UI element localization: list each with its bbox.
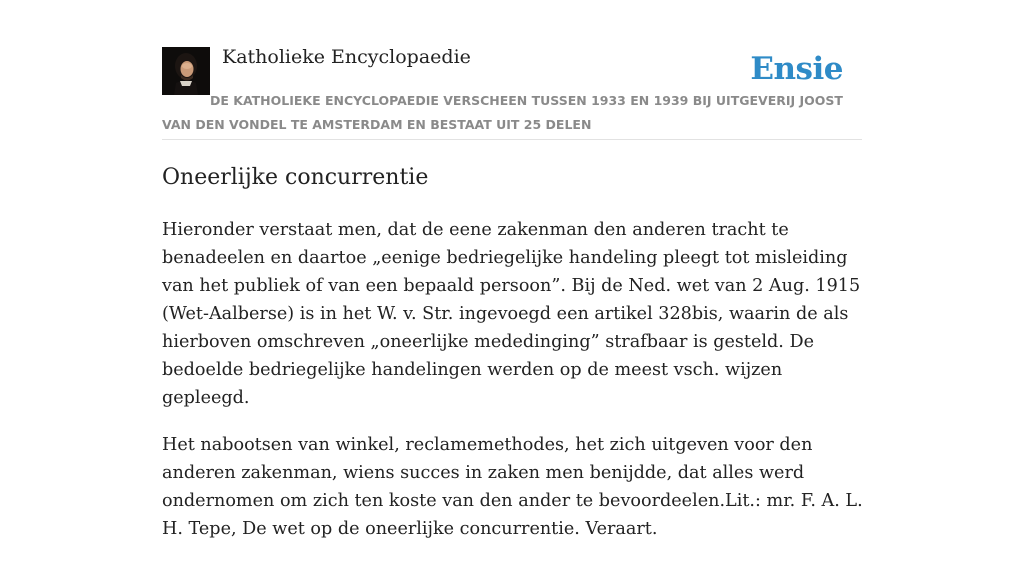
site-tagline: DE KATHOLIEKE ENCYCLOPAEDIE VERSCHEEN TUSSEN 1933 EN 1939 BIJ UITGEVERIJ JOOST VAN DEN VONDEL TE AMSTERDAM EN BESTAAT UIT 25 DELEN [162,93,843,132]
page-header [162,0,862,140]
ensie-logo[interactable]: Ensie [750,51,843,87]
article-title: Oneerlijke concurrentie [162,165,429,190]
page-container [162,0,863,539]
article-body [162,216,864,562]
avatar[interactable] [162,47,210,95]
site-title[interactable]: Katholieke Encyclopaedie [222,46,471,68]
article-paragraph: Hieronder verstaat men, dat de eene zakenman den anderen tracht te benadeelen en daartoe „eenige bedriegelijke handeling pleegt tot misleiding van het publiek of van een bepaald persoon”. Bij de Ned. wet van 2 Aug. 1915 (Wet-Aalberse) is in het W. v. Str. ingevoegd een artikel 328bis, waarin de als hierboven omschreven „oneerlijke mededinging” strafbaar is gesteld. De bedoelde bedriegelijke handelingen werden op de meest vsch. wijzen gepleegd. [162,220,861,408]
portrait-icon [162,47,210,95]
article-paragraph: Het nabootsen van winkel, reclamemethodes, het zich uitgeven voor den anderen zakenman, wiens succes in zaken men benijdde, dat alles werd ondernomen om zich ten koste van den ander te bevoordeelen.Lit.: mr. F. A. L. H. Tepe, De wet op de oneerlijke concurrentie. Veraart. [162,435,863,539]
